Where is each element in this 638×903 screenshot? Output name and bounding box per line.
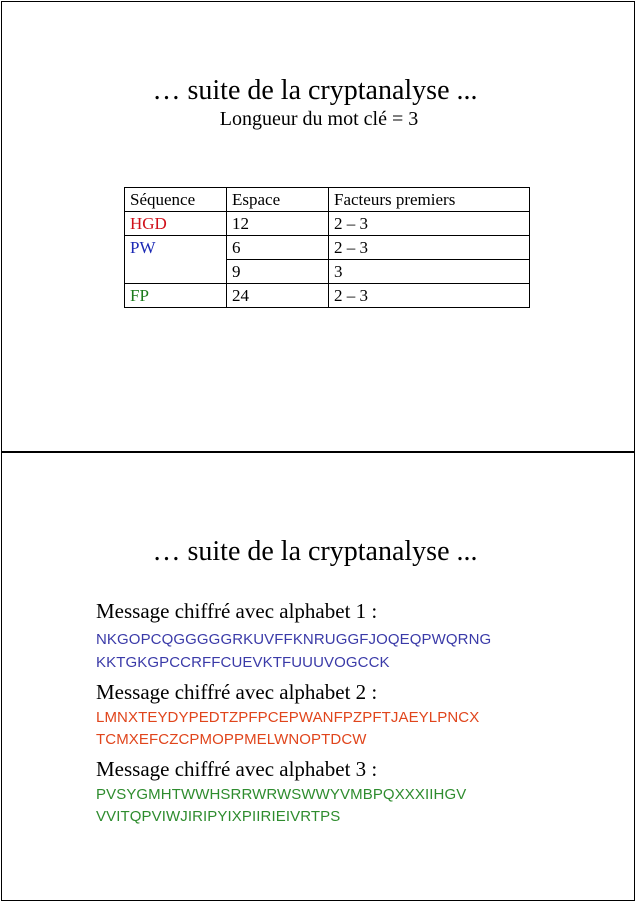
row-space: 12 xyxy=(227,212,329,236)
slide-1 xyxy=(1,1,635,452)
message-3-label: Message chiffré avec alphabet 3 : xyxy=(96,757,378,781)
header-sequence: Séquence xyxy=(125,188,227,212)
row-sequence: FP xyxy=(125,284,227,308)
row-space: 24 xyxy=(227,284,329,308)
message-2-line-1: LMNXTEYDYPEDTZPFPCEPWANFPZPFTJAEYLPNCX xyxy=(96,709,480,726)
row-space: 9 xyxy=(227,260,329,284)
row-factors: 2 – 3 xyxy=(329,236,530,260)
row-factors: 2 – 3 xyxy=(329,284,530,308)
table-row xyxy=(125,236,530,260)
slide-2-title: … suite de la cryptanalyse ... xyxy=(152,536,478,567)
factor-table xyxy=(124,187,530,308)
row-sequence xyxy=(125,260,227,284)
table-header-row xyxy=(125,188,530,212)
row-sequence: PW xyxy=(125,236,227,260)
table-row xyxy=(125,260,530,284)
message-1-line-2: KKTGKGPCCRFFCUEVKTFUUUVOGCCK xyxy=(96,654,390,671)
message-2-line-2: TCMXEFCZCPMOPPMELWNOPTDCW xyxy=(96,731,367,748)
message-1-line-1: NKGOPCQGGGGGRKUVFFKNRUGGFJOQEQPWQRNG xyxy=(96,631,492,648)
row-factors: 3 xyxy=(329,260,530,284)
table-row xyxy=(125,212,530,236)
header-espace: Espace xyxy=(227,188,329,212)
message-3-line-2: VVITQPVIWJIRIPYIXPIIRIEIVRTPS xyxy=(96,808,341,825)
row-sequence: HGD xyxy=(125,212,227,236)
slide-1-subtitle: Longueur du mot clé = 3 xyxy=(219,108,419,130)
message-1-label: Message chiffré avec alphabet 1 : xyxy=(96,599,378,623)
row-factors: 2 – 3 xyxy=(329,212,530,236)
table-row xyxy=(125,284,530,308)
header-facteurs: Facteurs premiers xyxy=(329,188,530,212)
message-3-line-1: PVSYGMHTWWHSRRWRWSWWYVMBPQXXXIIHGV xyxy=(96,786,467,803)
message-2-label: Message chiffré avec alphabet 2 : xyxy=(96,680,378,704)
slide-2 xyxy=(1,452,635,901)
slide-1-title: … suite de la cryptanalyse ... xyxy=(152,75,478,106)
row-space: 6 xyxy=(227,236,329,260)
